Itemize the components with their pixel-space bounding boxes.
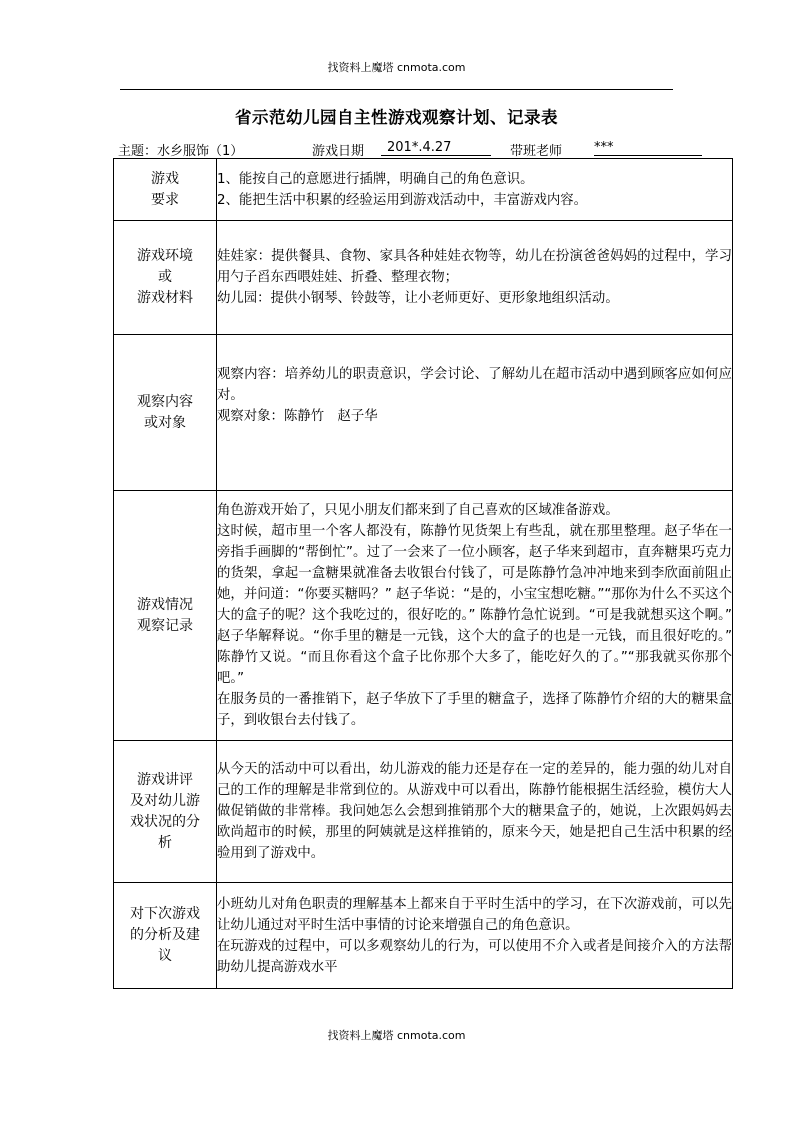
- row-content-game-evaluation: [217, 741, 733, 883]
- row-label-next-suggestions: [114, 883, 217, 989]
- table-row-observation-record: [114, 491, 733, 741]
- table-row-game-evaluation: [114, 741, 733, 883]
- content-paragraph: 观察对象：陈静竹 赵子华: [217, 409, 378, 424]
- observation-record-table: [113, 158, 733, 989]
- table-row-game-environment: [114, 221, 733, 335]
- label-line: 对下次游戏: [130, 906, 200, 922]
- row-content-game-requirements: [217, 159, 733, 221]
- row-content-observation-target: [217, 335, 733, 491]
- row-label-game-evaluation: [114, 741, 217, 883]
- content-block: [217, 364, 732, 427]
- label-line: 观察内容: [137, 393, 193, 410]
- label-line: 或: [158, 269, 172, 285]
- document-title: 省示范幼儿园自主性游戏观察计划、记录表: [235, 108, 558, 127]
- row-content-observation-record: [217, 491, 733, 741]
- content-paragraph: 娃娃家：提供餐具、食物、家具各种娃娃衣物等，幼儿在扮演爸爸妈妈的过程中，学习用勺子舀东西喂娃娃、折叠、整理衣物；: [217, 249, 732, 285]
- content-paragraph: 从今天的活动中可以看出，幼儿游戏的能力还是存在一定的差异的，能力强的幼儿对自己的工作的理解是非常到位的。从游戏中可以看出，陈静竹能根据生活经验，模仿大人做促销做的非常棒。我问她怎么会想到推销那个大的糖果盒子的，她说，上次跟妈妈去欧尚超市的时候，那里的阿姨就是这样推销的，原来今天，她是把自己生活中积累的经验用到了游戏中。: [217, 762, 732, 861]
- header-divider: [120, 89, 673, 90]
- label-line: 游戏材料: [137, 290, 193, 306]
- label-line: 及对幼儿游: [130, 792, 200, 809]
- table-row-observation-target: [114, 335, 733, 491]
- page-header-site-text: 找资料上魔塔 cnmota.com: [327, 61, 466, 74]
- label-line: 的分析及建: [130, 927, 200, 943]
- content-paragraph: 在玩游戏的过程中，可以多观察幼儿的行为，可以使用不介入或者是间接介入的方法帮助幼儿提高游戏水平: [217, 938, 732, 975]
- theme-text: 主题：水乡服饰（1）: [118, 144, 244, 159]
- row-label-observation-target: [114, 335, 217, 491]
- label-line: 议: [158, 948, 172, 964]
- row-label-game-environment: [114, 221, 217, 335]
- row-content-game-environment: [217, 221, 733, 335]
- label-line: 要求: [151, 191, 179, 208]
- content-paragraph: 观察内容：培养幼儿的职责意识，学会讨论、了解幼儿在超市活动中遇到顾客应如何应对。: [217, 367, 732, 403]
- label-line: 或对象: [144, 414, 186, 431]
- teacher-value: ***: [594, 140, 702, 156]
- label-line: 游戏: [151, 170, 179, 187]
- content-paragraph: 角色游戏开始了，只见小朋友们都来到了自己喜欢的区域准备游戏。: [217, 503, 619, 518]
- content-paragraph: 幼儿园：提供小钢琴、铃鼓等，让小老师更好、更形象地组织活动。: [217, 291, 619, 306]
- label-line: 游戏情况: [137, 596, 193, 613]
- row-content-next-suggestions: [217, 883, 733, 989]
- page-footer-site-text: 找资料上魔塔 cnmota.com: [327, 1029, 466, 1042]
- content-paragraph: 2、能把生活中积累的经验运用到游戏活动中，丰富游戏内容。: [217, 192, 588, 208]
- table-row-game-requirements: [114, 159, 733, 221]
- content-paragraph: 小班幼儿对角色职责的理解基本上都来自于平时生活中的学习，在下次游戏前，可以先让幼儿通过对平时生活中事情的讨论来增强自己的角色意识。: [217, 896, 732, 933]
- game-date-label: 游戏日期: [312, 144, 365, 159]
- label-line: 观察记录: [137, 617, 193, 634]
- row-label-observation-record: [114, 491, 217, 741]
- label-line: 析: [158, 834, 172, 851]
- label-line: 戏状况的分: [130, 813, 200, 830]
- label-line: 游戏讲评: [137, 771, 193, 788]
- content-paragraph: 1、能按自己的意愿进行插牌，明确自己的角色意识。: [217, 171, 534, 187]
- table-row-next-suggestions: [114, 883, 733, 989]
- content-paragraph: 这时候，超市里一个客人都没有，陈静竹见货架上有些乱，就在那里整理。赵子华在一旁指手画脚的“帮倒忙”。过了一会来了一位小顾客，赵子华来到超市，直奔糖果巧克力的货架，拿起一盒糖果就准备去收银台付钱了，可是陈静竹急冲冲地来到李欣面前阻止她，并问道：“你要买糖吗？” 赵子华说：“是的，小宝宝想吃糖。”“那你为什么不买这个大的盒子的呢？这个我吃过的，很好吃的。” 陈静竹急忙说到。“可是我就想买这个啊。” 赵子华解释说。“你手里的糖是一元钱，这个大的盒子的也是一元钱，而且很好吃的。” 陈静竹又说。“而且你看这个盒子比你那个大多了，能吃好久的了。”“那我就买你那个吧。”: [217, 524, 732, 686]
- game-date-value: 201*.4.27: [381, 140, 491, 156]
- row-label-game-requirements: [114, 159, 217, 221]
- content-paragraph: 在服务员的一番推销下，赵子华放下了手里的糖盒子，选择了陈静竹介绍的大的糖果盒子，到收银台去付钱了。: [217, 692, 732, 728]
- meta-info-line: [113, 140, 733, 158]
- teacher-label: 带班老师: [510, 144, 563, 159]
- label-line: 游戏环境: [137, 248, 193, 264]
